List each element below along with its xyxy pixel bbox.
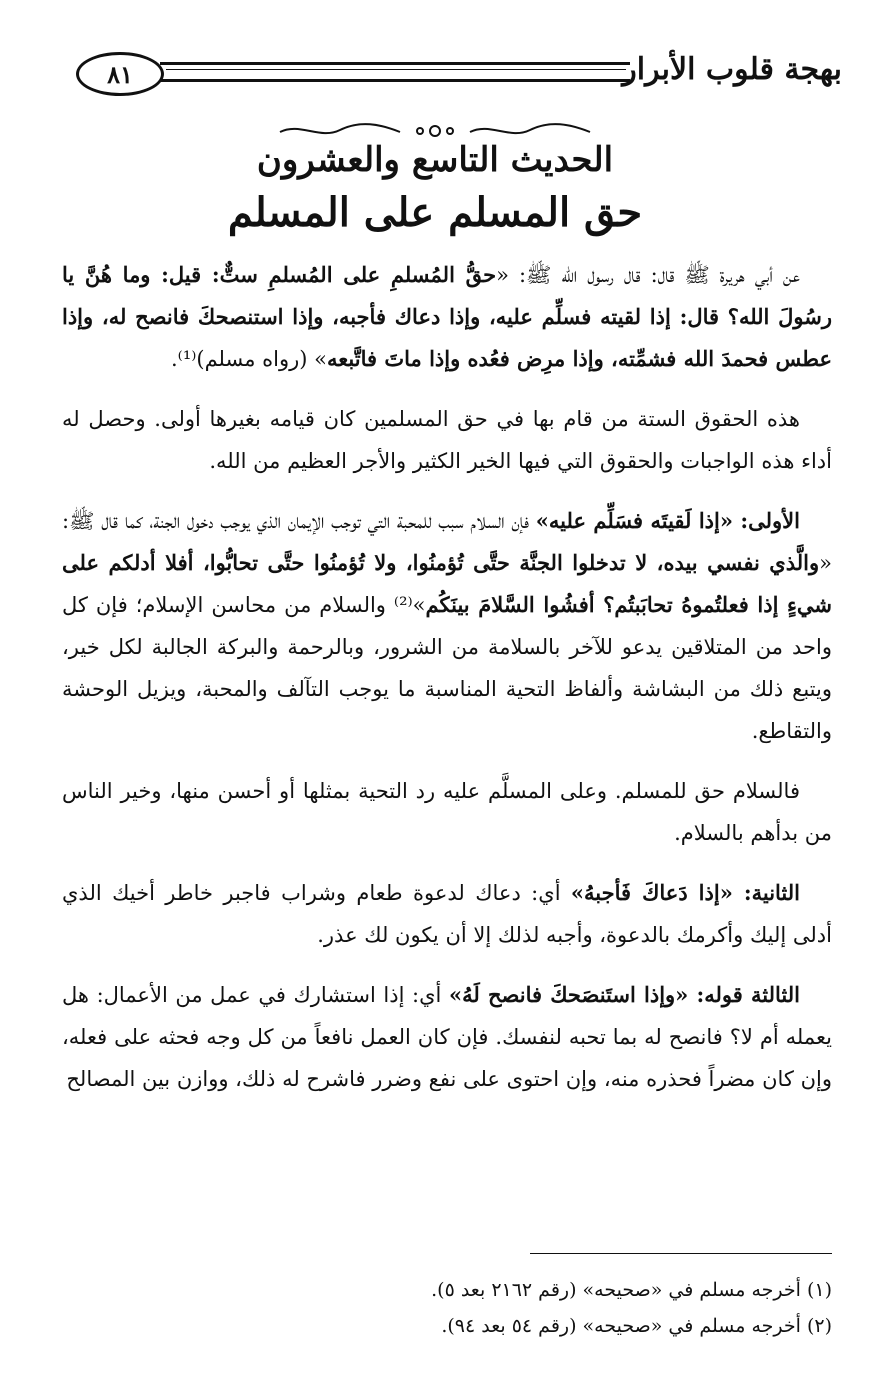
text-run: أي: دعاك لدعوة طعام وشراب فاجبر خاطر أخيك الذي أدلى إليك وأكرمك بالدعوة، وأجبه لذلك إلا أن يكون لك عذر. [62,881,832,947]
hadith-quote: حقُّ المُسلمِ على المُسلمِ ستٌّ: قيل: وما هُنَّ يا رسُولَ الله؟ قال: إذا لقيته فسلِّم عليه، وإذا دعاك فأجبه، وإذا استنصحكَ فانصح له، وإذا عطس فحمدَ الله فشمِّته، وإذا مرِض فعُده وإذا ماتَ فاتَّبعه [62,262,832,371]
chapter-subheading: حق المسلم على المسلم [227,189,643,236]
footnotes [62,1272,832,1344]
page-header [62,38,842,102]
point-heading: الثانية: «إذا دَعاكَ فَأجبهُ» [570,880,801,905]
chapter-title-block [220,122,650,240]
page-number: ٨١ [76,52,164,96]
footnote: (٢) أخرجه مسلم في «صحيحه» (رقم ٥٤ بعد ٩٤). [441,1315,832,1337]
paragraph [62,770,832,854]
header-rule-inner [166,69,626,70]
text-run: هذه الحقوق الستة من قام بها في حق المسلمين كان قيامه بغيرها أولى. وحصل له أداء هذه الواجبات والحقوق التي فيها الخير الكثير والأجر العظيم من الله. [62,407,832,473]
running-title: بهجة قلوب الأبرار [622,52,842,87]
text-run: فإن السلام سبب للمحبة التي توجب الإيمان الذي يوجب دخول الجنة، كما قال ﷺ: « [62,509,832,575]
paragraph [62,398,832,482]
point-heading: الثالثة قوله: «وإذا استَنصَحكَ فانصح لَهُ» [448,982,801,1007]
main-text [62,254,832,1118]
point-heading: الأولى: «إذا لَقيتَه فسَلِّم عليه» [535,508,800,533]
text-run: فالسلام حق للمسلم. وعلى المسلَّم عليه رد التحية بمثلها أو أحسن منها، وخير الناس من بدأهم بالسلام. [62,779,832,845]
footnote-separator [530,1253,832,1254]
text-run: عن أبي هريرة ﷺ قال: قال رسول الله ﷺ: « [496,263,800,287]
chapter-heading: الحديث التاسع والعشرون [256,140,614,180]
paragraph [62,872,832,956]
paragraph [62,974,832,1100]
paragraph [62,254,832,380]
text-run: أي: إذا استشارك في عمل من الأعمال: هل يعمله أم لا؟ فانصح له بما تحبه لنفسك. فإن كان العمل نافعاً من كل وجه فحثه على فعله، وإن كان مضراً فحذره منه، وإن احتوى على نفع وضرر فاشرح له ذلك، ووازن بين المصالح [62,983,832,1091]
text-run: »⁽²⁾ والسلام من محاسن الإسلام؛ فإن كل واحد من المتلاقين يدعو للآخر بالسلامة من الشرور، وبالرحمة والبركة الجالبة لكل خير، ويتبع ذلك من البشاشة وألفاظ التحية المناسبة ما يوجب التآلف والمحبة، ويزيل الوحشة والتقاطع. [62,593,832,743]
hadith-quote: والَّذي نفسي بيده، لا تدخلوا الجنَّة حتَّى تُؤمنُوا، ولا تُؤمنُوا حتَّى تحابُّوا، أفلا أدلكم على شيءٍ إذا فعلتُموهُ تحابَبتُم؟ أفشُوا السَّلامَ بينَكُم [62,550,832,617]
header-rule [160,62,630,82]
footnote: (١) أخرجه مسلم في «صحيحه» (رقم ٢١٦٢ بعد ٥). [431,1279,832,1301]
text-run: » (رواه مسلم)⁽¹⁾. [170,347,328,371]
paragraph [62,500,832,752]
